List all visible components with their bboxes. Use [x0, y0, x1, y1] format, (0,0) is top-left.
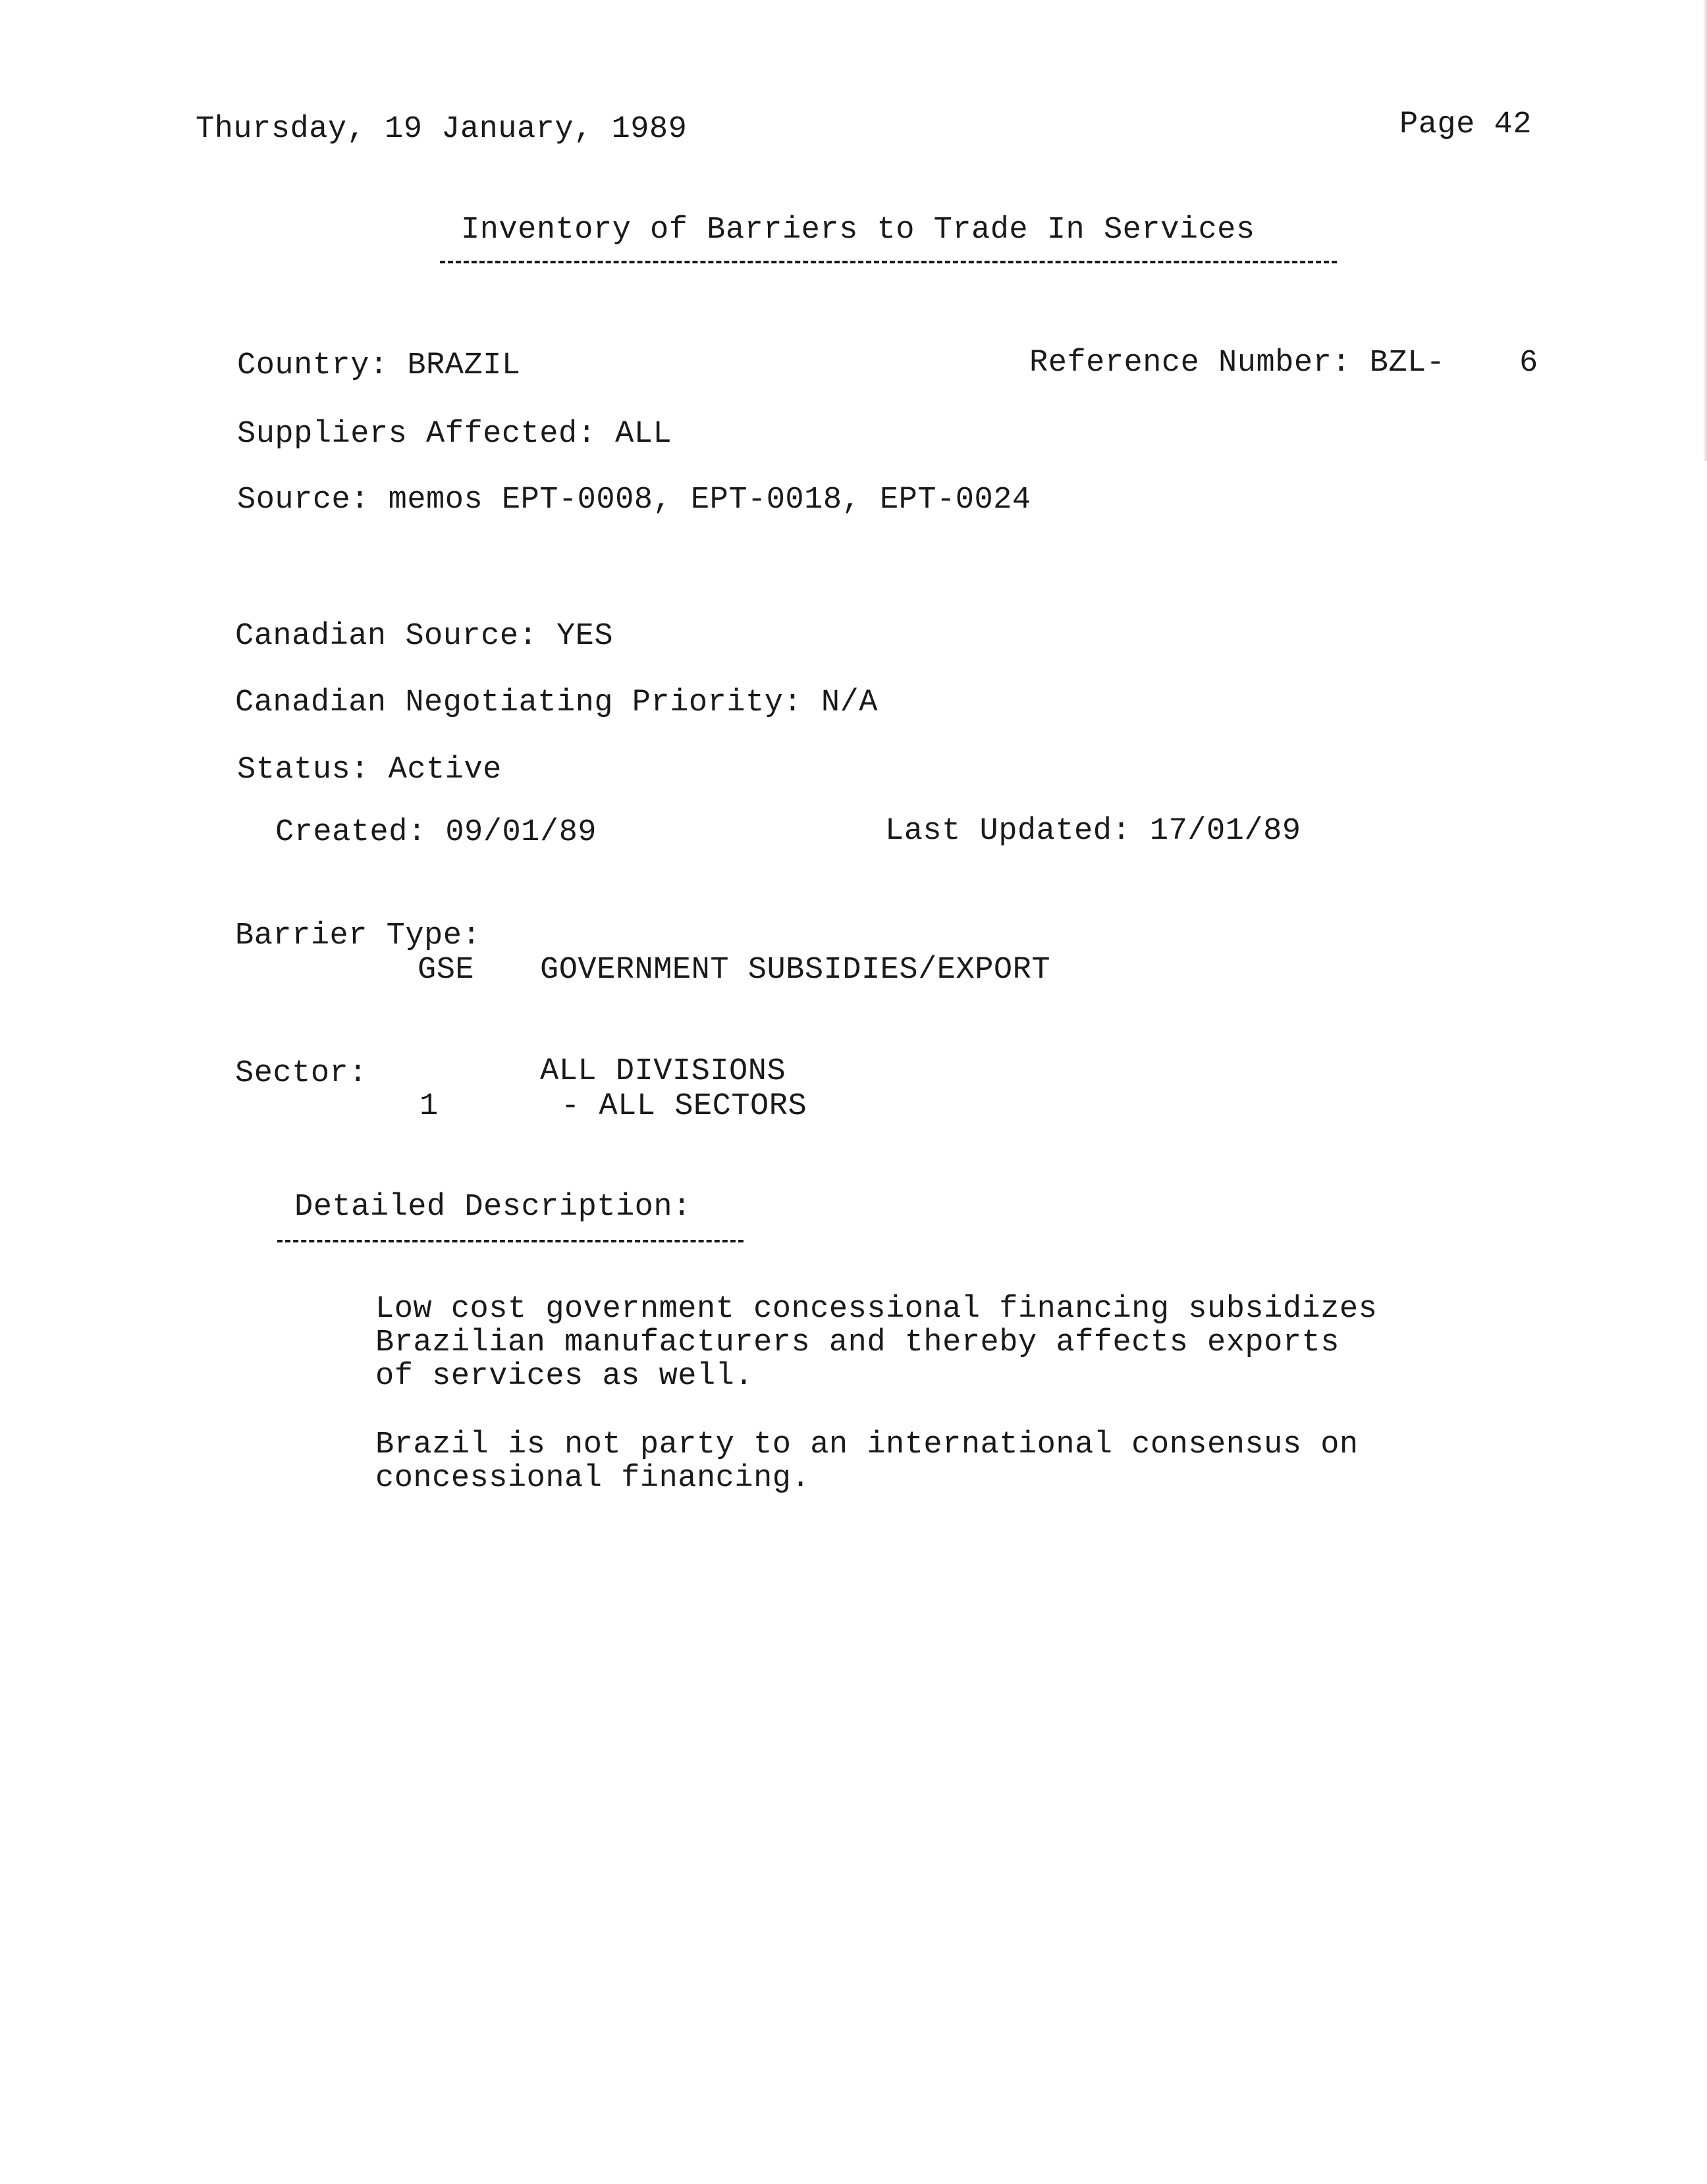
description-paragraph-2-line-1: Brazil is not party to an international consensus on — [375, 1427, 1359, 1462]
canadian-source-field: Canadian Source: YES — [235, 619, 614, 654]
barrier-type-code: GSE — [418, 953, 475, 988]
reference-number-value: 6 — [1519, 346, 1538, 381]
sector-number: 1 — [420, 1089, 439, 1124]
suppliers-field: Suppliers Affected: ALL — [237, 417, 672, 452]
barrier-type-label: Barrier Type: — [235, 919, 481, 953]
country-field: Country: BRAZIL — [237, 348, 521, 383]
source-field: Source: memos EPT-0008, EPT-0018, EPT-0024 — [237, 483, 1031, 518]
sector-name: - ALL SECTORS — [561, 1089, 807, 1124]
status-field: Status: Active — [237, 753, 502, 787]
page-title: Inventory of Barriers to Trade In Services — [461, 213, 1255, 248]
description-paragraph-2-line-2: concessional financing. — [375, 1461, 811, 1496]
description-paragraph-1-line-1: Low cost government concessional financing subsidizes — [375, 1292, 1378, 1327]
last-updated-date: Last Updated: 17/01/89 — [885, 814, 1301, 849]
description-paragraph-1-line-2: Brazilian manufacturers and thereby affects exports — [375, 1325, 1340, 1360]
page-number: Page 42 — [1399, 107, 1532, 142]
sector-label: Sector: — [235, 1056, 367, 1091]
negotiating-priority-field: Canadian Negotiating Priority: N/A — [235, 685, 878, 720]
header-date: Thursday, 19 January, 1989 — [196, 112, 688, 147]
created-date: Created: 09/01/89 — [275, 815, 597, 850]
title-underline — [440, 261, 1337, 263]
barrier-type-description: GOVERNMENT SUBSIDIES/EXPORT — [540, 953, 1051, 988]
reference-number-field: Reference Number: BZL- — [1029, 346, 1446, 381]
sector-division: ALL DIVISIONS — [540, 1054, 786, 1089]
description-heading: Detailed Description: — [294, 1190, 691, 1225]
scan-page-edge — [1703, 0, 1707, 461]
description-paragraph-1-line-3: of services as well. — [375, 1359, 754, 1394]
description-underline — [277, 1240, 744, 1242]
